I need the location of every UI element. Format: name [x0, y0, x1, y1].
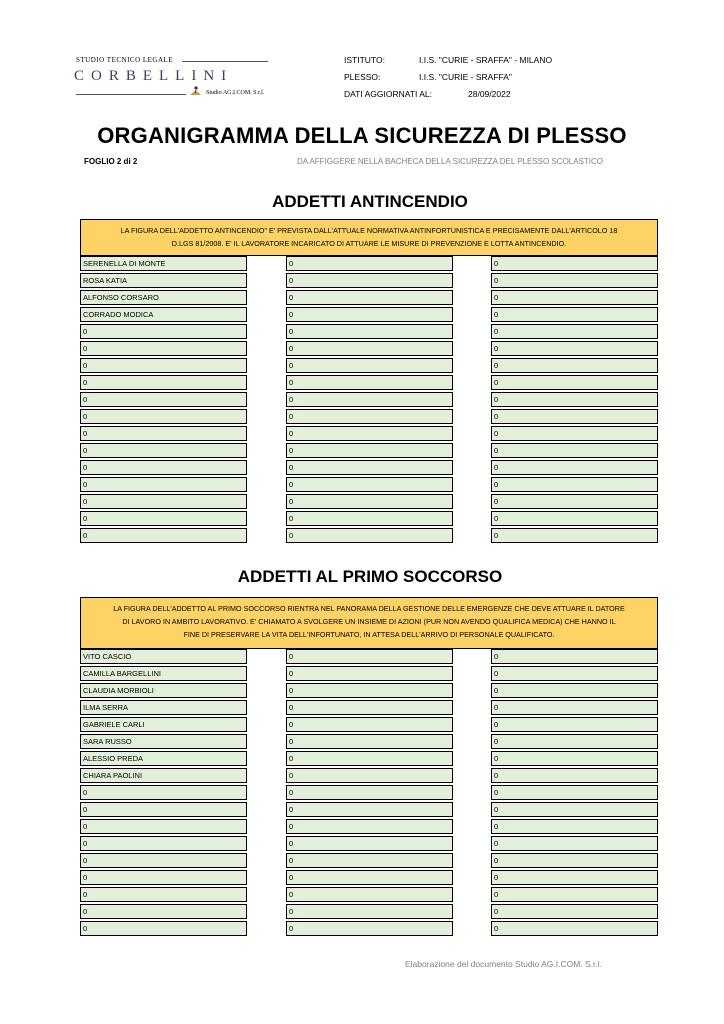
name-cell: 0	[491, 443, 658, 458]
name-cell: 0	[286, 494, 453, 509]
name-cell: 0	[80, 409, 247, 424]
name-cell: 0	[491, 802, 658, 817]
name-cell: ALESSIO PREDA	[80, 751, 247, 766]
primo-soccorso-column-2	[286, 649, 453, 938]
name-cell: 0	[491, 358, 658, 373]
name-cell: 0	[286, 409, 453, 424]
primo-soccorso-description-line: FINE DI PRESERVARE LA VITA DELL'INFORTUNATO, IN ATTESA DELL'ARRIVO DI PERSONALE QUALIFICATO.	[183, 630, 555, 639]
name-cell: 0	[80, 460, 247, 475]
antincendio-description-line: D.LGS 81/2008. E' IL LAVORATORE INCARICATO DI ATTUARE LE MISURE DI PREVENZIONE E LOTTA ANTINCENDIO.	[171, 239, 567, 248]
name-cell: CHIARA PAOLINI	[80, 768, 247, 783]
name-cell: 0	[80, 324, 247, 339]
name-cell: ALFONSO CORSARO	[80, 290, 247, 305]
logo-bottom-rule	[76, 94, 186, 95]
name-cell: SERENELLA DI MONTE	[80, 256, 247, 271]
logo-subtitle: Studio AG.I.COM. S.r.l.	[206, 90, 265, 96]
sheet-number: FOGLIO 2 di 2	[84, 157, 138, 166]
name-cell: 0	[80, 528, 247, 543]
name-cell: 0	[491, 273, 658, 288]
name-cell: 0	[491, 324, 658, 339]
name-cell: 0	[491, 375, 658, 390]
name-cell: 0	[286, 734, 453, 749]
primo-soccorso-column-3	[491, 649, 658, 938]
name-cell: 0	[286, 836, 453, 851]
name-cell: SARA RUSSO	[80, 734, 247, 749]
name-cell: 0	[491, 904, 658, 919]
plesso-value: I.I.S. "CURIE - SRAFFA"	[419, 72, 512, 82]
name-cell: 0	[491, 700, 658, 715]
primo-soccorso-description-line: DI LAVORO IN AMBITO LAVORATIVO. E' CHIAMATO A SVOLGERE UN INSIEME DI AZIONI (PUR NON AVENDO QUALIFICA MEDICA) CHE HANNO IL	[122, 617, 616, 626]
name-cell: 0	[80, 511, 247, 526]
name-cell: 0	[491, 887, 658, 902]
name-cell: 0	[286, 477, 453, 492]
name-cell: 0	[80, 887, 247, 902]
name-cell: 0	[80, 494, 247, 509]
company-logo	[72, 54, 272, 102]
name-cell: 0	[80, 836, 247, 851]
name-cell: 0	[286, 666, 453, 681]
antincendio-description	[80, 219, 658, 256]
name-cell: 0	[80, 341, 247, 356]
name-cell: 0	[286, 785, 453, 800]
name-cell: 0	[286, 649, 453, 664]
footer-credit: Elaborazione del documento Studio AG.I.COM. S.r.l.	[405, 959, 603, 969]
name-cell: 0	[286, 683, 453, 698]
name-cell: 0	[80, 904, 247, 919]
name-cell: 0	[80, 853, 247, 868]
name-cell: 0	[286, 273, 453, 288]
antincendio-description-line: LA FIGURA DELL'ADDETTO ANTINCENDIO" E' PREVISTA DALL'ATTUALE NORMATIVA ANTINFORTUNISTICA E PRECISAMENTE DALL'ARTICOLO 18	[120, 226, 618, 235]
name-cell: 0	[286, 528, 453, 543]
name-cell: 0	[80, 443, 247, 458]
name-cell: 0	[286, 443, 453, 458]
name-cell: 0	[491, 341, 658, 356]
logo-name: CORBELLINI	[74, 68, 234, 84]
page-title: ORGANIGRAMMA DELLA SICUREZZA DI PLESSO	[97, 123, 627, 148]
name-cell: ILMA SERRA	[80, 700, 247, 715]
name-cell: 0	[286, 392, 453, 407]
name-cell: 0	[80, 375, 247, 390]
logo-top-text: STUDIO TECNICO LEGALE	[76, 56, 174, 64]
name-cell: 0	[286, 904, 453, 919]
name-cell: 0	[491, 734, 658, 749]
name-cell: 0	[491, 717, 658, 732]
antincendio-column-1	[80, 256, 247, 545]
name-cell: 0	[80, 819, 247, 834]
name-cell: 0	[286, 307, 453, 322]
name-cell: 0	[491, 511, 658, 526]
name-cell: 0	[286, 853, 453, 868]
name-cell: 0	[286, 751, 453, 766]
name-cell: 0	[491, 392, 658, 407]
name-cell: 0	[286, 290, 453, 305]
name-cell: 0	[286, 426, 453, 441]
antincendio-column-2	[286, 256, 453, 545]
istituto-value: I.I.S. "CURIE - SRAFFA" - MILANO	[419, 55, 553, 65]
name-cell: 0	[491, 290, 658, 305]
name-cell: 0	[491, 307, 658, 322]
name-cell: ROSA KATIA	[80, 273, 247, 288]
antincendio-column-3	[491, 256, 658, 545]
name-cell: 0	[286, 717, 453, 732]
name-cell: 0	[491, 426, 658, 441]
name-cell: 0	[491, 683, 658, 698]
name-cell: 0	[80, 785, 247, 800]
name-cell: 0	[491, 836, 658, 851]
primo-soccorso-description-line: LA FIGURA DELL'ADDETTO AL PRIMO SOCCORSO RIENTRA NEL PANORAMA DELLA GESTIONE DELLE EMERGENZE CHE DEVE ATTUARE IL DATORE	[113, 604, 625, 613]
name-cell: 0	[286, 324, 453, 339]
name-cell: 0	[491, 528, 658, 543]
name-cell: 0	[286, 921, 453, 936]
dati-aggiornati-label: DATI AGGIORNATI AL:	[344, 89, 433, 99]
name-cell: 0	[491, 409, 658, 424]
name-cell: 0	[491, 477, 658, 492]
name-cell: CORRADO MODICA	[80, 307, 247, 322]
name-cell: 0	[491, 494, 658, 509]
name-cell: 0	[80, 426, 247, 441]
name-cell: 0	[80, 921, 247, 936]
name-cell: 0	[286, 256, 453, 271]
name-cell: 0	[80, 358, 247, 373]
plesso-label: PLESSO:	[344, 72, 381, 82]
name-cell: 0	[286, 341, 453, 356]
name-cell: 0	[286, 819, 453, 834]
istituto-label: ISTITUTO:	[344, 55, 385, 65]
name-cell: 0	[286, 511, 453, 526]
name-cell: 0	[286, 358, 453, 373]
name-cell: 0	[491, 666, 658, 681]
name-cell: 0	[491, 768, 658, 783]
name-cell: 0	[286, 375, 453, 390]
name-cell: GABRIELE CARLI	[80, 717, 247, 732]
logo-figure-icon	[188, 86, 202, 96]
name-cell: 0	[80, 477, 247, 492]
name-cell: 0	[491, 460, 658, 475]
name-cell: 0	[491, 751, 658, 766]
name-cell: 0	[491, 819, 658, 834]
name-cell: 0	[491, 870, 658, 885]
posting-note: DA AFFIGGERE NELLA BACHECA DELLA SICUREZZA DEL PLESSO SCOLASTICO	[297, 157, 604, 166]
name-cell: 0	[491, 853, 658, 868]
name-cell: 0	[286, 460, 453, 475]
name-cell: VITO CASCIO	[80, 649, 247, 664]
primo-soccorso-description	[80, 597, 658, 649]
name-cell: 0	[491, 649, 658, 664]
name-cell: 0	[286, 700, 453, 715]
name-cell: CAMILLA BARGELLINI	[80, 666, 247, 681]
name-cell: 0	[80, 802, 247, 817]
name-cell: 0	[80, 870, 247, 885]
antincendio-title: ADDETTI ANTINCENDIO	[272, 192, 468, 211]
name-cell: 0	[491, 921, 658, 936]
primo-soccorso-column-1	[80, 649, 247, 938]
name-cell: 0	[491, 785, 658, 800]
name-cell: 0	[80, 392, 247, 407]
name-cell: CLAUDIA MORBIOLI	[80, 683, 247, 698]
name-cell: 0	[491, 256, 658, 271]
dati-aggiornati-value: 28/09/2022	[468, 89, 511, 99]
name-cell: 0	[286, 887, 453, 902]
name-cell: 0	[286, 768, 453, 783]
primo-soccorso-title: ADDETTI AL PRIMO SOCCORSO	[237, 567, 503, 586]
name-cell: 0	[286, 802, 453, 817]
name-cell: 0	[286, 870, 453, 885]
logo-top-rule	[182, 61, 268, 62]
